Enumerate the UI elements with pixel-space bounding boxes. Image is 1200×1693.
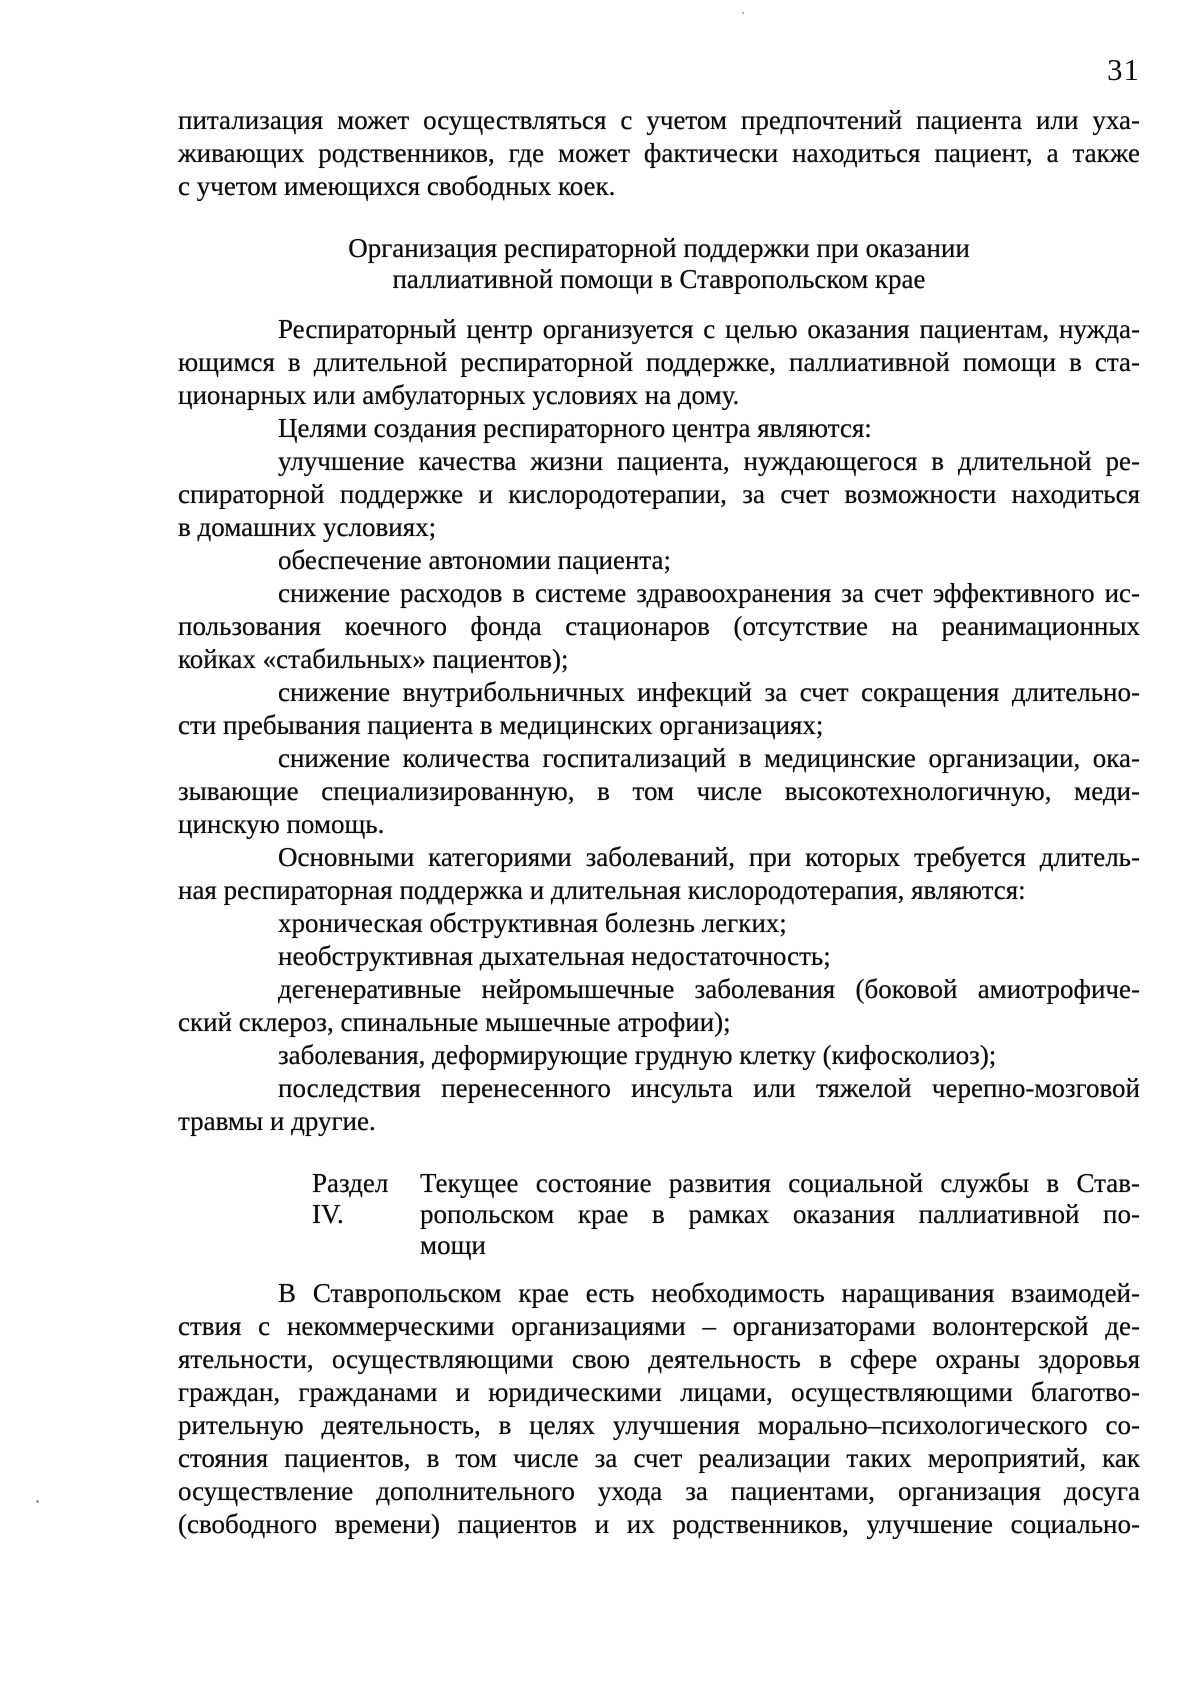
section-label: Раздел IV. [312, 1168, 389, 1229]
text-line: ющимся в длительной респираторной поддержке, паллиативной помощи в ста- [178, 347, 1140, 377]
paragraph [178, 1039, 1140, 1072]
paragraph [178, 676, 1140, 742]
text-line: зывающие специализированную, в том числе высокотехнологичную, меди- [178, 776, 1140, 806]
text-line: В Ставропольском крае есть необходимость наращивания взаимодей- [278, 1278, 1140, 1308]
text-line: пользования коечного фонда стационаров (отсутствие на реанимационных [178, 611, 1140, 641]
paragraph [178, 907, 1140, 940]
paragraph [178, 445, 1140, 544]
text-line: осуществление дополнительного ухода за пациентами, организация досуга [178, 1476, 1140, 1506]
text-line: хроническая обструктивная болезнь легких; [278, 908, 787, 938]
text-line: граждан, гражданами и юридическими лицами, осуществляющими благотво- [178, 1377, 1140, 1407]
heading-line: Организация респираторной поддержки при оказании [348, 233, 970, 263]
scan-speck [36, 1500, 39, 1503]
text-line: обеспечение автономии пациента; [278, 545, 672, 575]
text-line: цинскую помощь. [178, 809, 385, 839]
text-line: снижение внутрибольничных инфекций за счет сокращения длительно- [278, 677, 1140, 707]
text-line: Целями создания респираторного центра являются: [278, 413, 872, 443]
text-line: Основными категориями заболеваний, при которых требуется длитель- [278, 842, 1140, 872]
paragraph [178, 841, 1140, 907]
paragraph [178, 742, 1140, 841]
paragraph [178, 1277, 1140, 1541]
text-line: питализация может осуществляться с учетом предпочтений пациента или уха- [178, 105, 1140, 135]
text-line: в домашних условиях; [178, 512, 437, 542]
text-line: стояния пациентов, в том числе за счет реализации таких мероприятий, как [178, 1443, 1140, 1473]
text-line: необструктивная дыхательная недостаточность; [278, 941, 831, 971]
paragraph [178, 1072, 1140, 1138]
page-number: 31 [1107, 52, 1140, 87]
subsection-heading [178, 233, 1140, 295]
paragraph [178, 412, 1140, 445]
paragraph [178, 973, 1140, 1039]
heading-line: Текущее состояние развития социальной службы в Став- [420, 1168, 1140, 1198]
scan-speck [742, 12, 744, 14]
text-line: сти пребывания пациента в медицинских организациях; [178, 710, 824, 740]
paragraph [178, 544, 1140, 577]
text-line: травмы и другие. [178, 1106, 376, 1136]
text-line: снижение количества госпитализаций в медицинские организации, ока- [278, 743, 1140, 773]
heading-line: мощи [420, 1230, 486, 1260]
text-line: последствия перенесенного инсульта или тяжелой черепно-мозговой [278, 1073, 1140, 1103]
text-line: снижение расходов в системе здравоохранения за счет эффективного ис- [278, 578, 1140, 608]
text-line: ная респираторная поддержка и длительная кислородотерапия, являются: [178, 875, 1026, 905]
paragraph [178, 940, 1140, 973]
text-block [178, 104, 1140, 1541]
text-line: спираторной поддержке и кислородотерапии, за счет возможности находиться [178, 479, 1140, 509]
section-heading [178, 1168, 1140, 1261]
text-line: рительную деятельность, в целях улучшения морально–психологического со- [178, 1410, 1140, 1440]
text-line: улучшение качества жизни пациента, нуждающегося в длительной ре- [278, 446, 1140, 476]
text-line: ствия с некоммерческими организациями – организаторами волонтерской де- [178, 1311, 1140, 1341]
heading-line: паллиативной помощи в Ставропольском крае [392, 264, 926, 294]
text-line: Респираторный центр организуется с целью оказания пациентам, нужда- [278, 314, 1140, 344]
text-line: койках «стабильных» пациентов); [178, 644, 569, 674]
text-line: с учетом имеющихся свободных коек. [178, 171, 616, 201]
text-line: ционарных или амбулаторных условиях на дому. [178, 380, 740, 410]
heading-line: ропольском крае в рамках оказания паллиативной по- [420, 1199, 1140, 1229]
section-title [420, 1168, 1140, 1261]
text-line: живающих родственников, где может фактически находиться пациент, а также [178, 138, 1140, 168]
paragraph [178, 577, 1140, 676]
text-line: дегенеративные нейромышечные заболевания (боковой амиотрофиче- [278, 974, 1140, 1004]
paragraph [178, 313, 1140, 412]
text-line: ятельности, осуществляющими свою деятельность в сфере охраны здоровья [178, 1344, 1140, 1374]
text-line: заболевания, деформирующие грудную клетку (кифосколиоз); [278, 1040, 997, 1070]
text-line: (свободного времени) пациентов и их родственников, улучшение социально- [178, 1509, 1140, 1539]
text-line: ский склероз, спинальные мышечные атрофии); [178, 1007, 731, 1037]
paragraph-continuation [178, 104, 1140, 203]
